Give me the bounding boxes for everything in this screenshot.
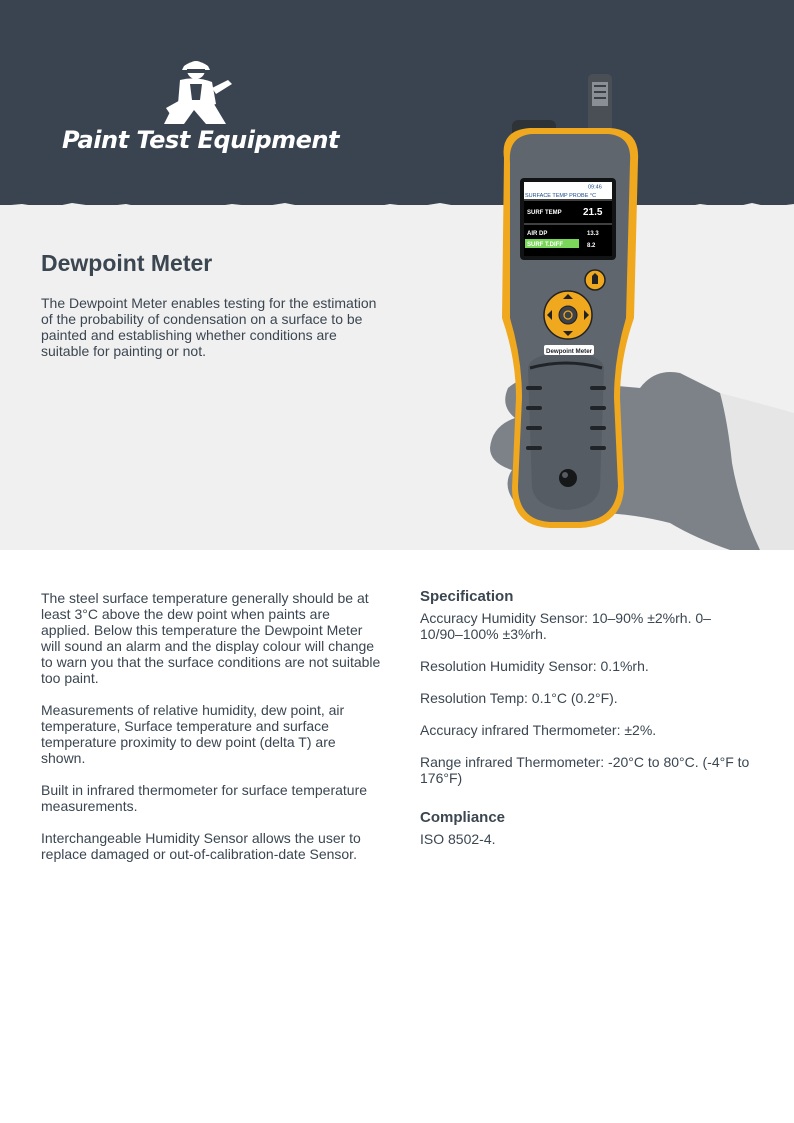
screen-row1-label: SURF TEMP [527, 210, 562, 216]
description-paragraph: The steel surface temperature generally should be at least 3°C above the dew point when paints are applied. Below this temperature the Dewpoint Meter will sound an alarm and the display colour will change to warn you that the surface conditions are not suitable too paint. [41, 590, 381, 686]
painter-mascot-icon [154, 60, 234, 126]
screen-row3-label: SURF T.DIFF [527, 242, 563, 248]
specification-heading: Specification [420, 588, 514, 605]
spec-item: Resolution Temp: 0.1°C (0.2°F). [420, 690, 618, 706]
page-title: Dewpoint Meter [41, 250, 213, 276]
description-paragraph: Measurements of relative humidity, dew point, air temperature, Surface temperature and surface temperature proximity to dew point (delta T) are shown. [41, 702, 345, 766]
intro-paragraph: The Dewpoint Meter enables testing for the estimation of the probability of condensation on a surface to be painted and establishing whether conditions are suitable for painting or not. [41, 295, 377, 359]
compliance-heading: Compliance [420, 809, 506, 826]
meter-screen [520, 178, 616, 260]
screen-time: 09:46 [588, 184, 602, 191]
dewpoint-meter-image [470, 68, 794, 553]
compliance-text: ISO 8502-4. [420, 831, 496, 847]
description-column [41, 590, 381, 878]
brand-logo[interactable] [62, 60, 339, 160]
screen-row1-value: 21.5 [583, 207, 603, 218]
description-paragraph: Built in infrared thermometer for surface temperature measurements. [41, 782, 368, 814]
description-paragraph: Interchangeable Humidity Sensor allows the user to replace damaged or out-of-calibration-date Sensor. [41, 830, 361, 862]
spec-item: Accuracy Humidity Sensor: 10–90% ±2%rh. 0–10/90–100% ±3%rh. [420, 610, 711, 642]
spec-item: Accuracy infrared Thermometer: ±2%. [420, 722, 657, 738]
device-brand-label: Dewpoint Meter [546, 348, 593, 355]
brand-name: Paint Test Equipment [62, 126, 339, 154]
spec-item: Resolution Humidity Sensor: 0.1%rh. [420, 658, 649, 674]
spec-item: Range infrared Thermometer: -20°C to 80°C. (-4°F to 176°F) [420, 754, 750, 786]
screen-row2-label: AIR DP [527, 231, 548, 237]
screen-row2-value: 13.3 [587, 231, 599, 237]
screen-header: SURFACE TEMP PROBE °C [525, 193, 597, 199]
specification-column [420, 589, 750, 847]
screen-row3-value: 8.2 [587, 243, 596, 249]
